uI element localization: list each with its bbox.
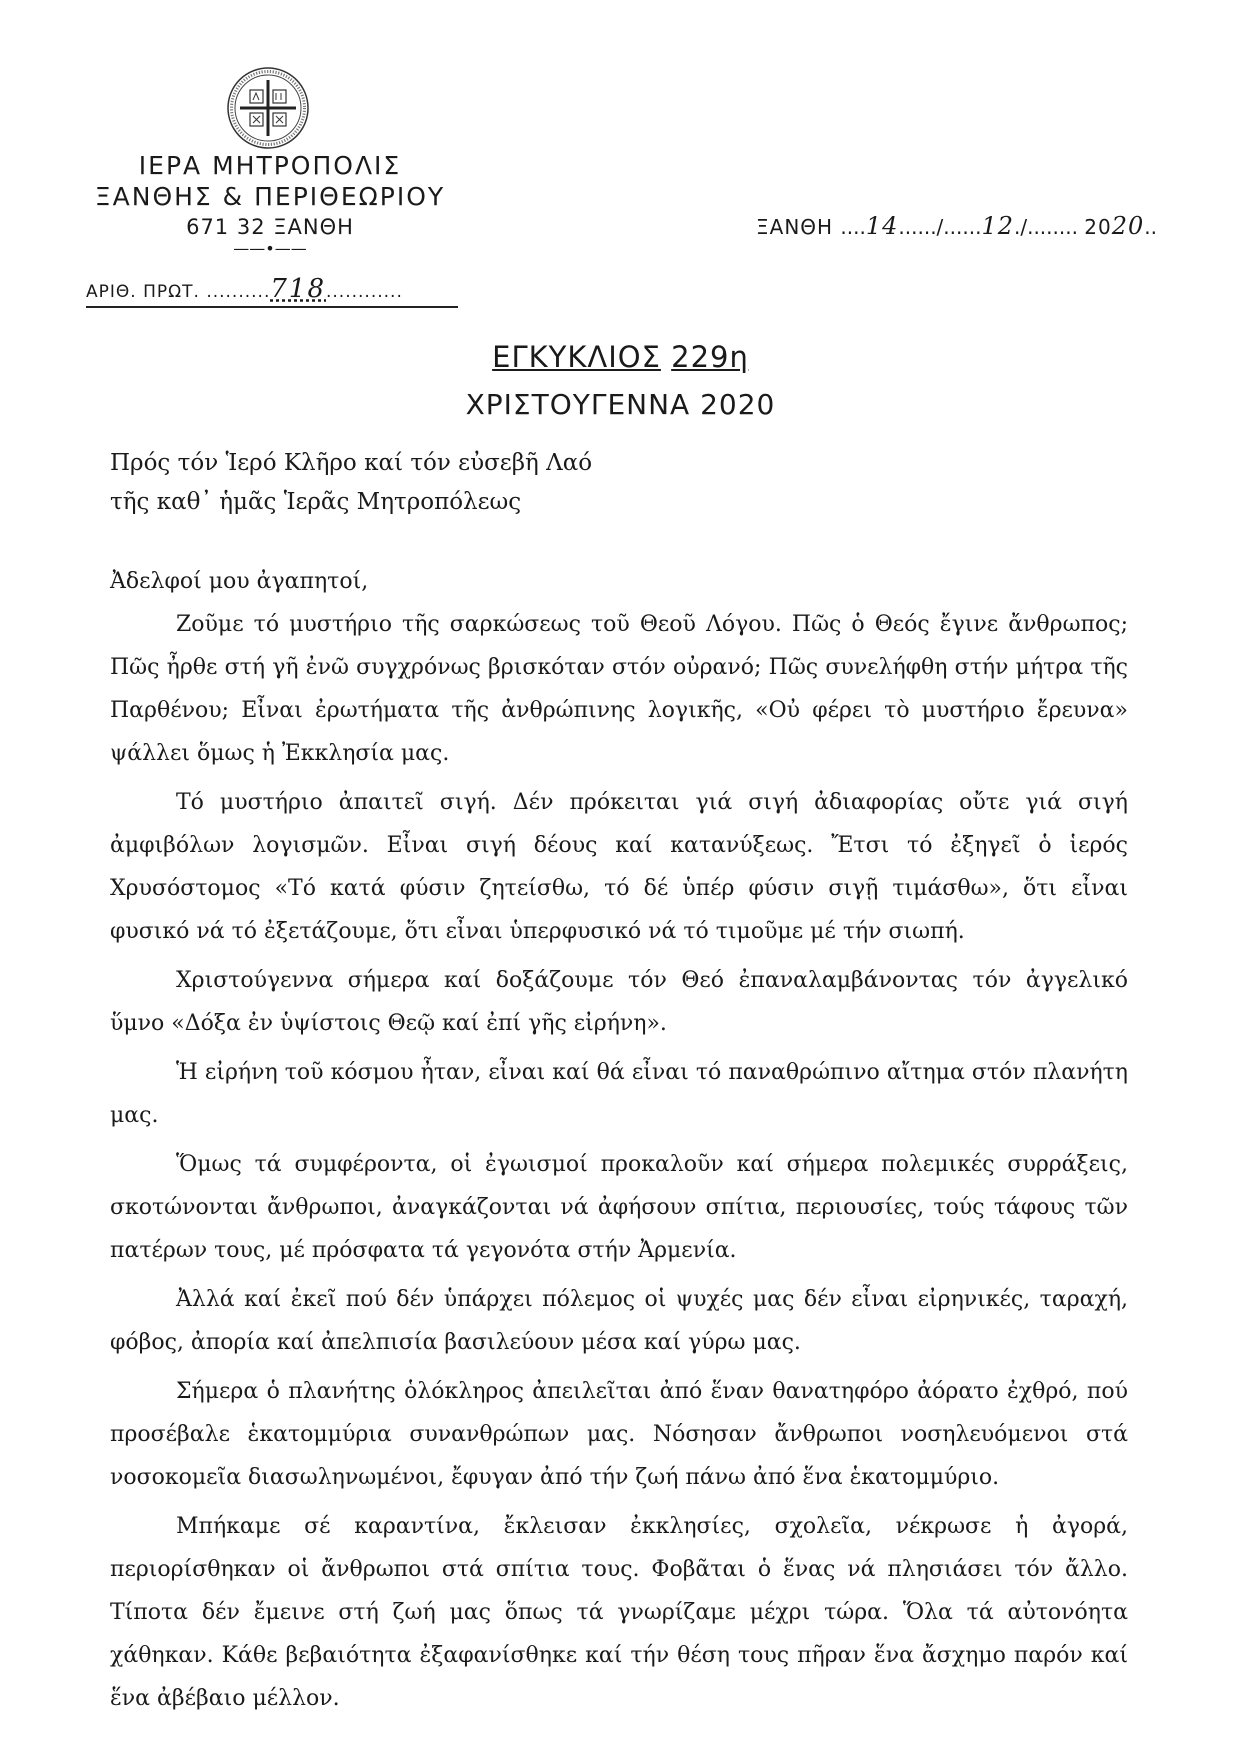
protocol-label: ΑΡΙΘ. ΠΡΩΤ. — [86, 282, 200, 302]
body-paragraph: Μπήκαμε σέ καραντίνα, ἔκλεισαν ἐκκλησίες, σχολεῖα, νέκρωσε ἡ ἀγορά, περιορίσθηκαν οἱ ἄνθρωποι στά σπίτια τους. Φοβᾶται ὁ ἕνας νά πλησιάσει τόν ἄλλο. Τίποτα δέν ἔμεινε στή ζωή μας ὅπως τά γνωρίζαμε μέχρι τώρα. Ὅλα τά αὐτονόητα χάθηκαν. Κάθε βεβαιότητα ἐξαφανίσθηκε καί τήν θέση τους πῆραν ἕνα ἄσχημο παρόν καί ἕνα ἀβέβαιο μέλλον. — [110, 1514, 1128, 1711]
encyclical-title — [0, 340, 1241, 374]
body-paragraph: Σήμερα ὁ πλανήτης ὁλόκληρος ἀπειλεῖται ἀπό ἕναν θανατηφόρο ἀόρατο ἐχθρό, πού προσέβαλε ἑκατομμύρια συνανθρώπων μας. Νόσησαν ἄνθρωποι νοσηλευόμενοι στά νοσοκομεῖα διασωληνωμένοι, ἔφυγαν ἀπό τήν ζωή πάνω ἀπό ἕνα ἑκατομμύριο. — [110, 1379, 1128, 1490]
protocol-number: 718 — [270, 274, 326, 304]
addressee — [110, 444, 592, 522]
body-paragraph: Τό μυστήριο ἀπαιτεῖ σιγή. Δέν πρόκειται γιά σιγή ἀδιαφορίας οὔτε γιά σιγή ἀμφιβόλων λογισμῶν. Εἶναι σιγή δέους καί κατανύξεως. Ἔτσι τό ἐξηγεῖ ὁ ἱερός Χρυσόστομος «Τό κατά φύσιν ζητείσθω, τό δέ ὑπέρ φύσιν σιγῇ τιμάσθω», ὅτι εἶναι φυσικό νά τό ἐξετάζουμε, ὅτι εἶναι ὑπερφυσικό νά τό τιμοῦμε μέ τήν σιωπή. — [110, 790, 1128, 944]
body-paragraph: Ὅμως τά συμφέροντα, οἱ ἐγωισμοί προκαλοῦν καί σήμερα πολεμικές συρράξεις, σκοτώνονται ἄνθρωποι, ἀναγκάζονται νά ἀφήσουν σπίτια, περιουσίες, τούς τάφους τῶν πατέρων τους, μέ πρόσφατα τά γεγονότα στήν Ἀρμενία. — [110, 1152, 1128, 1263]
letter-body — [110, 560, 1128, 1726]
protocol-number-line: ΑΡΙΘ. ΠΡΩΤ. ..........718............ — [86, 274, 458, 308]
addressee-line1: Πρός τόν Ἱερό Κλῆρο καί τόν εὐσεβῆ Λαό — [110, 450, 593, 476]
date-line: ΞΑΝΘΗ ....14....../......12./........ 2020.. — [756, 212, 1158, 240]
date-month: 12 — [981, 212, 1014, 240]
body-paragraph: Χριστούγεννα σήμερα καί δοξάζουμε τόν Θεό ἐπαναλαμβάνοντας τόν ἀγγελικό ὕμνο «Δόξα ἐν ὑψίστοις Θεῷ καί ἐπί γῆς εἰρήνη». — [110, 968, 1128, 1036]
body-paragraph: Ἀλλά καί ἐκεῖ πού δέν ὑπάρχει πόλεμος οἱ ψυχές μας δέν εἶναι εἰρηνικές, ταραχή, φόβος, ἀπορία καί ἀπελπισία βασιλεύουν μέσα καί γύρω μας. — [110, 1287, 1128, 1355]
letterhead-ornament: ——•—— — [233, 239, 307, 258]
date-year-handwritten: 20 — [1111, 212, 1145, 240]
addressee-line2: τῆς καθ᾽ ἡμᾶς Ἱερᾶς Μητροπόλεως — [110, 489, 522, 515]
body-paragraph: Ζοῦμε τό μυστήριο τῆς σαρκώσεως τοῦ Θεοῦ Λόγου. Πῶς ὁ Θεός ἔγινε ἄνθρωπος; Πῶς ἦρθε στή γῆ ἐνῶ συγχρόνως βρισκόταν στόν οὐρανό; Πῶς συνελήφθη στήν μήτρα τῆς Παρθένου; Εἶναι ἐρωτήματα τῆς ἀνθρώπινης λογικῆς, «Οὐ φέρει τὸ μυστήριο ἔρευνα» ψάλλει ὅμως ἡ Ἐκκλησία μας. — [110, 612, 1128, 766]
letterhead-postal-line: 671 32 ΞΑΝΘΗ — [186, 215, 354, 239]
letterhead — [60, 150, 480, 256]
date-place: ΞΑΝΘΗ — [756, 215, 834, 239]
encyclical-label: ΕΓΚΥΚΛΙΟΣ — [492, 340, 661, 374]
metropolis-seal-icon — [226, 66, 310, 150]
date-day: 14 — [865, 212, 899, 240]
letterhead-line1: ΙΕΡΑ ΜΗΤΡΟΠΟΛΙΣ — [138, 151, 402, 180]
salutation: Ἀδελφοί μου ἀγαπητοί, — [110, 569, 369, 594]
letterhead-line2: ΞΑΝΘΗΣ & ΠΕΡΙΘΕΩΡΙΟΥ — [94, 182, 446, 211]
encyclical-occasion: ΧΡΙΣΤΟΥΓΕΝΝΑ 2020 — [465, 388, 776, 421]
body-paragraph: Ἡ εἰρήνη τοῦ κόσμου ἦταν, εἶναι καί θά εἶναι τό παναθρώπινο αἴτημα στόν πλανήτη μας. — [110, 1060, 1128, 1128]
date-year-prefix: 20 — [1084, 215, 1112, 239]
encyclical-number: 229η — [671, 340, 749, 374]
